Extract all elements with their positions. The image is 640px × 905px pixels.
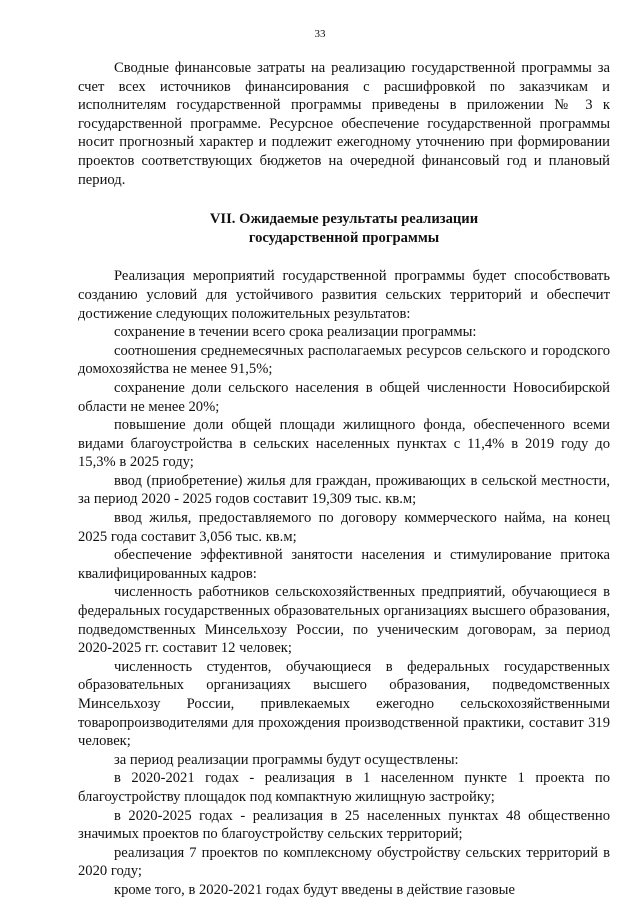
paragraph: численность студентов, обучающиеся в федеральных государственных образовательных организациях высшего образования, подведомственных Минсельхозу России, привлекаемых ежегодно сельскохозяйственными товаропроизводителями для прохождения производственной практики, составит 319 человек; [78, 658, 610, 750]
paragraph: соотношения среднемесячных располагаемых ресурсов сельского и городского домохозяйства не менее 91,5%; [78, 342, 610, 378]
paragraph: повышение доли общей площади жилищного фонда, обеспеченного всеми видами благоустройства в сельских населенных пунктах с 11,4% в 2019 году до 15,3% в 2025 году; [78, 417, 610, 471]
section-heading [78, 210, 610, 247]
paragraph: за период реализации программы будут осуществлены: [114, 751, 459, 768]
paragraph: реализация 7 проектов по комплексному обустройству сельских территорий в 2020 году; [78, 844, 610, 880]
page-number: 33 [314, 28, 326, 40]
paragraph: Реализация мероприятий государственной программы будет способствовать созданию условий для устойчивого развития сельских территорий и обеспечит достижение следующих положительных результатов: [78, 268, 610, 322]
document-body [78, 59, 610, 900]
paragraph: ввод жилья, предоставляемого по договору коммерческого найма, на конец 2025 года составит 3,056 тыс. кв.м; [78, 510, 610, 545]
paragraph: численность работников сельскохозяйственных предприятий, обучающиеся в федеральных государственных образовательных организациях высшего образования, подведомственных Минсельхозу России, по ученическим договорам, за период 2020-2025 гг. составит 12 человек; [78, 584, 610, 657]
paragraph: ввод (приобретение) жилья для граждан, проживающих в сельской местности, за период 2020 - 2025 годов составит 19,309 тыс. кв.м; [78, 472, 610, 508]
section-heading-line-1: VII. Ожидаемые результаты реализации [209, 211, 479, 228]
section-heading-line-2: государственной программы [248, 229, 440, 246]
paragraph: кроме того, в 2020-2021 годах будут введены в действие газовые [114, 881, 515, 898]
paragraph: сохранение в течении всего срока реализации программы: [114, 324, 477, 341]
paragraph: сохранение доли сельского населения в общей численности Новосибирской области не менее 20%; [78, 379, 610, 415]
paragraph: в 2020-2025 годах - реализация в 25 населенных пунктах 48 общественно значимых проектов по благоустройству сельских территорий; [78, 807, 610, 843]
paragraph: в 2020-2021 годах - реализация в 1 населенном пункте 1 проекта по благоустройству площадок под компактную жилищную застройку; [78, 770, 610, 805]
intro-paragraph: Сводные финансовые затраты на реализацию государственной программы за счет всех источников финансирования с расшифровкой по заказчикам и исполнителям государственной программы приведены в приложении № 3 к государственной программе. Ресурсное обеспечение государственной программы носит прогнозный характер и подлежит ежегодному уточнению при формировании проектов соответствующих бюджетов на очередной финансовый год и плановый период. [78, 60, 610, 188]
paragraph: обеспечение эффективной занятости населения и стимулирование притока квалифицированных кадров: [78, 547, 610, 582]
